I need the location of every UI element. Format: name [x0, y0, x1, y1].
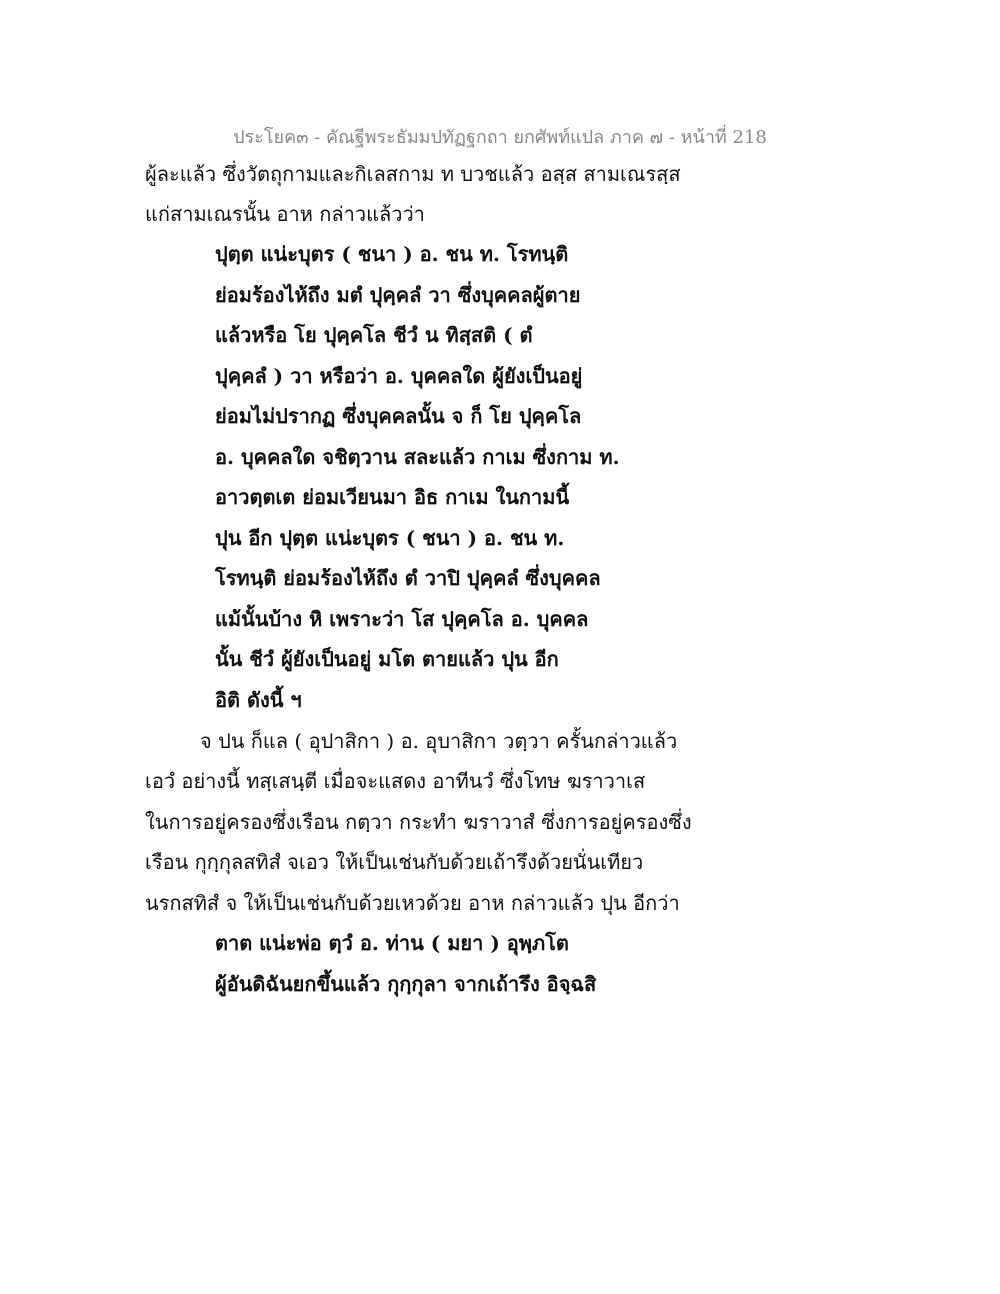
verse-line: ย่อมไม่ปรากฏ ซึ่งบุคคลนั้น จ ก็ โย ปุคฺคโล: [215, 404, 582, 428]
paragraph-line: เรือน กุกฺกุลสทิสํ จเอว ให้เป็นเช่นกับด้วยเถ้ารึงด้วยนั่นเทียว: [145, 850, 644, 874]
verse-line: แม้นั้นบ้าง หิ เพราะว่า โส ปุคฺคโล อ. บุคคล: [215, 607, 589, 631]
paragraph-line: เอวํ อย่างนี้ ทสฺเสนฺตี เมื่อจะแสดง อาทีนวํ ซึ่งโทษ ฆราวาเส: [145, 769, 646, 793]
paragraph-line: นรกสทิสํ จ ให้เป็นเช่นกับด้วยเหวด้วย อาห กล่าวแล้ว ปุน อีกว่า: [145, 891, 680, 915]
paragraph-line: ผู้ละแล้ว ซึ่งวัตถุกามและกิเลสกาม ท บวชแล้ว อสฺส สามเณรสฺส: [145, 162, 681, 186]
verse-line: อาวตฺตเต ย่อมเวียนมา อิธ กาเม ในกามนี้: [215, 485, 570, 509]
paragraph-line: ในการอยู่ครองซึ่งเรือน กตฺวา กระทำ ฆราวาสํ ซึ่งการอยู่ครองซึ่ง: [145, 810, 692, 834]
verse-line: แล้วหรือ โย ปุคฺคโล ชีวํ น ทิสฺสติ ( ตํ: [215, 323, 533, 347]
paragraph-line: แก่สามเณรนั้น อาห กล่าวแล้วว่า: [145, 202, 425, 226]
verse-line: ปุน อีก ปุตฺต แน่ะบุตร ( ชนา ) อ. ชน ท.: [215, 526, 565, 550]
page-header: ประโยค๓ - คัณฐีพระธัมมปทัฏฐกถา ยกศัพท์แปล ภาค ๗ - หน้าที่ 218: [233, 127, 767, 148]
verse-line: โรทนฺติ ย่อมร้องไห้ถึง ตํ วาปิ ปุคฺคลํ ซึ่งบุคคล: [215, 566, 601, 590]
paragraph-line: จ ปน ก็แล ( อุปาสิกา ) อ. อุบาสิกา วตฺวา ครั้นกล่าวแล้ว: [200, 729, 678, 753]
verse-line: ปุตฺต แน่ะบุตร ( ชนา ) อ. ชน ท. โรทนฺติ: [215, 242, 569, 266]
verse-line: ตาต แน่ะพ่อ ตฺวํ อ. ท่าน ( มยา ) อุพฺภโต: [215, 931, 569, 955]
verse-line: ย่อมร้องไห้ถึง มตํ ปุคฺคลํ วา ซึ่งบุคคลผู้ตาย: [215, 283, 581, 307]
verse-line: ปุคฺคลํ ) วา หรือว่า อ. บุคคลใด ผู้ยังเป็นอยู่: [215, 364, 583, 388]
verse-line: อิติ ดังนี้ ฯ: [215, 688, 302, 712]
verse-line: อ. บุคคลใด จชิตฺวาน สละแล้ว กาเม ซึ่งกาม ท.: [215, 445, 620, 469]
verse-line: ผู้อันดิฉันยกขึ้นแล้ว กุกฺกุลา จากเถ้ารึง อิจฺฉสิ: [215, 972, 597, 996]
verse-line: นั้น ชีวํ ผู้ยังเป็นอยู่ มโต ตายแล้ว ปุน อีก: [215, 647, 559, 671]
